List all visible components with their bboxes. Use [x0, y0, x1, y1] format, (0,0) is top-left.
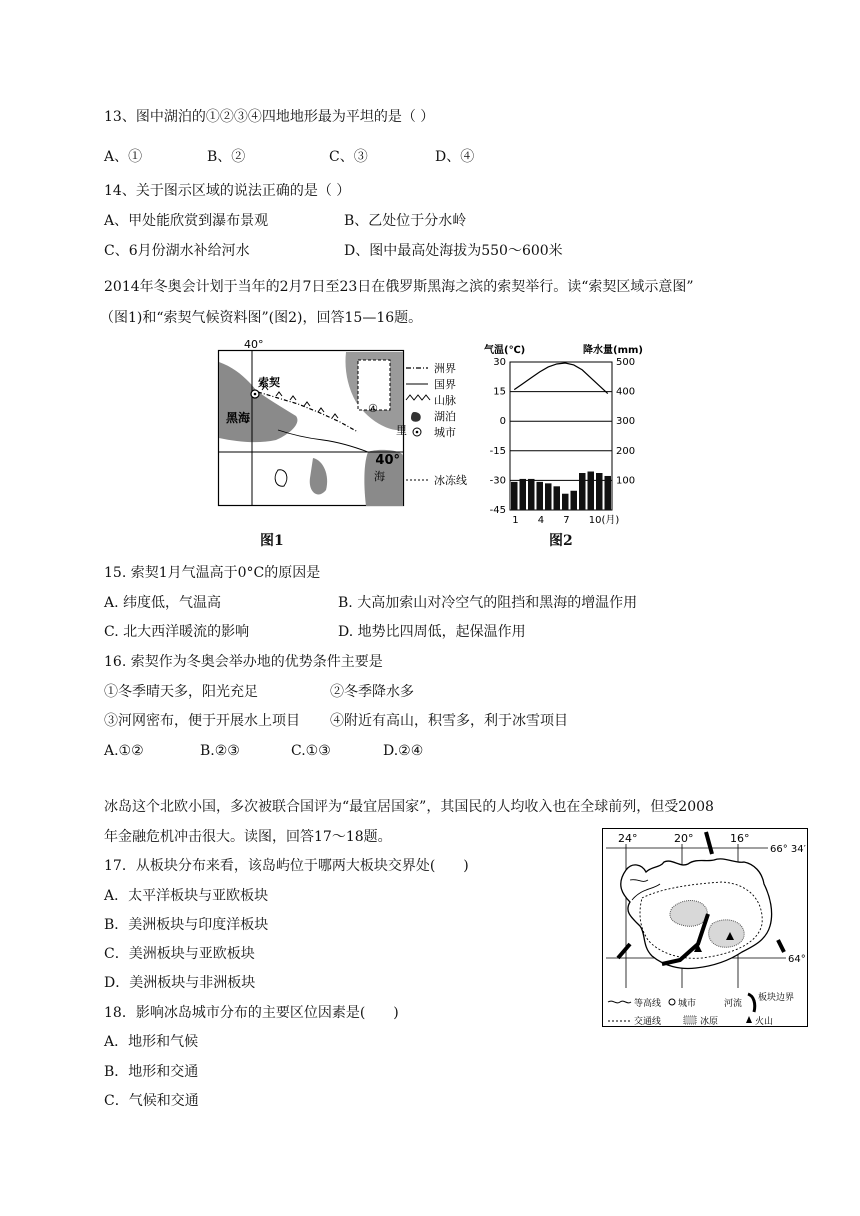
q18-option-b: B．地形和交通 — [104, 1064, 199, 1080]
intro-sochi-line2: （图1)和“索契气候资料图”(图2)，回答15—16题。 — [100, 310, 423, 326]
sochi-climate-chart — [480, 340, 652, 530]
black-sea-label: 黑海 — [226, 411, 251, 425]
sea3-label: 里 — [396, 424, 407, 437]
precip-bar — [588, 472, 595, 510]
q18-option-a: A．地形和气候 — [104, 1034, 199, 1050]
legend-continent-border: 洲界 — [434, 362, 456, 375]
legend-lake: 湖泊 — [434, 410, 456, 423]
precip-bar — [545, 483, 552, 510]
q13-option-a: A、① — [104, 149, 143, 165]
temp-tick-label: 15 — [493, 386, 506, 398]
q17-option-d: D．美洲板块与非洲板块 — [104, 975, 256, 991]
temp-axis-label: 气温(℃) — [484, 345, 526, 356]
month-tick-label: 10(月) — [588, 515, 620, 526]
q18-stem: 18．影响冰岛城市分布的主要区位因素是( ) — [104, 1005, 399, 1021]
precip-tick-label: 300 — [616, 416, 636, 428]
month-tick-label: 4 — [537, 515, 545, 526]
precip-bar — [596, 473, 603, 510]
q18-option-c: C．气候和交通 — [104, 1093, 199, 1109]
q13-stem: 13、图中湖泊的①②③④四地地形最为平坦的是（ ） — [104, 109, 435, 125]
lon-label-20: 20° — [674, 832, 694, 845]
intro-sochi-line1: 2014年冬奥会计划于当年的2月7日至23日在俄罗斯黑海之滨的索契举行。读“索契区域示意图” — [104, 279, 694, 295]
precip-bar — [571, 491, 578, 510]
legend-transport-line: 交通线 — [634, 1017, 662, 1027]
lat-label: 40° — [375, 453, 400, 468]
legend-river: 河流 — [724, 999, 743, 1009]
precip-bar — [528, 479, 535, 510]
precip-bar — [562, 494, 569, 510]
temp-tick-label: 0 — [499, 416, 506, 428]
temperature-line — [514, 363, 608, 394]
lon-label: 40° — [244, 338, 264, 351]
legend-plate-boundary: 板块边界 — [758, 993, 795, 1003]
q16-option-d: D.②④ — [383, 743, 424, 759]
legend-national-border: 国界 — [434, 378, 456, 391]
intro-iceland-line1: 冰岛这个北欧小国，多次被联合国评为“最宜居国家”，其国民的人均收入也在全球前列，但受2008 — [104, 799, 714, 815]
q16-item-3: ③河网密布，便于开展水上项目 — [104, 713, 300, 729]
q16-item-4: ④附近有高山，积雪多，利于冰雪项目 — [330, 713, 568, 729]
lon-label-24: 24° — [618, 832, 638, 845]
precip-bar — [554, 486, 561, 510]
legend-freeze-line: 冰冻线 — [434, 474, 467, 487]
lat-label-66: 66° 34′ — [770, 844, 806, 855]
q14-option-b: B、乙处位于分水岭 — [344, 213, 467, 229]
intro-iceland-line2: 年金融危机冲击很大。读图，回答17～18题。 — [104, 829, 392, 845]
lat-label-64: 64° — [788, 954, 806, 965]
temp-tick-label: -30 — [489, 475, 506, 487]
precip-tick-label: 100 — [616, 475, 636, 487]
fig2-caption: 图2 — [549, 533, 573, 549]
q16-item-1: ①冬季晴天多，阳光充足 — [104, 684, 258, 700]
sochi-map-legend — [404, 360, 478, 500]
q14-option-c: C、6月份湖水补给河水 — [104, 243, 250, 259]
sochi-label: 索契 — [258, 376, 280, 389]
q15-option-b: B. 大高加索山对冷空气的阻挡和黑海的增温作用 — [338, 595, 638, 611]
temp-tick-label: 30 — [493, 357, 506, 368]
precip-bar — [520, 479, 527, 510]
q16-option-b: B.②③ — [200, 743, 240, 759]
legend-contour: 等高线 — [634, 999, 662, 1009]
q16-stem: 16. 索契作为冬奥会举办地的优势条件主要是 — [104, 654, 383, 670]
q15-stem: 15. 索契1月气温高于0°C的原因是 — [104, 565, 321, 581]
sochi-map — [218, 338, 407, 508]
q16-item-2: ②冬季降水多 — [330, 684, 414, 700]
precip-tick-label: 200 — [616, 445, 636, 457]
q15-option-c: C. 北大西洋暖流的影响 — [104, 624, 250, 640]
precip-bar — [605, 476, 612, 510]
precip-tick-label: 400 — [616, 386, 636, 398]
q14-option-a: A、甲处能欣赏到瀑布景观 — [104, 213, 269, 229]
q13-option-b: B、② — [207, 149, 246, 165]
month-tick-label: 7 — [563, 515, 570, 526]
q16-option-c: C.①③ — [291, 743, 331, 759]
q17-option-c: C．美洲板块与亚欧板块 — [104, 946, 255, 962]
legend-volcano: 火山 — [755, 1017, 774, 1027]
q15-option-a: A. 纬度低，气温高 — [104, 595, 222, 611]
legend-city-iceland: 城市 — [678, 999, 697, 1009]
precip-bar — [537, 482, 544, 510]
q17-option-a: A．太平洋板块与亚欧板块 — [104, 888, 269, 904]
q15-option-d: D. 地势比四周低，起保温作用 — [338, 624, 526, 640]
precip-bar — [579, 473, 586, 510]
fig1-caption: 图1 — [260, 533, 284, 549]
city-marker-icon — [669, 999, 675, 1005]
lon-label-16: 16° — [730, 832, 750, 845]
ice-field-2 — [709, 920, 745, 947]
q13-option-d: D、④ — [435, 149, 475, 165]
temp-tick-label: -45 — [489, 505, 506, 516]
lake-marker-4: ④ — [368, 402, 378, 415]
legend-ice-field: 冰原 — [700, 1017, 719, 1027]
legend-mountain: 山脉 — [434, 394, 456, 407]
q16-option-a: A.①② — [104, 743, 144, 759]
legend-city: 城市 — [434, 426, 456, 439]
precip-tick-label: 500 — [616, 357, 636, 368]
q17-option-b: B．美洲板块与印度洋板块 — [104, 917, 269, 933]
temp-tick-label: -15 — [489, 445, 506, 457]
q13-option-c: C、③ — [329, 149, 368, 165]
iceland-map — [602, 828, 808, 1028]
sea2-label: 海 — [374, 470, 385, 483]
precip-bar — [511, 482, 518, 510]
precip-axis-label: 降水量(mm) — [583, 345, 643, 356]
month-tick-label: 1 — [512, 515, 519, 526]
q14-stem: 14、关于图示区域的说法正确的是（ ） — [104, 183, 351, 199]
q17-stem: 17．从板块分布来看，该岛屿位于哪两大板块交界处( ) — [104, 858, 469, 874]
q14-option-d: D、图中最高处海拔为550～600米 — [344, 243, 563, 259]
